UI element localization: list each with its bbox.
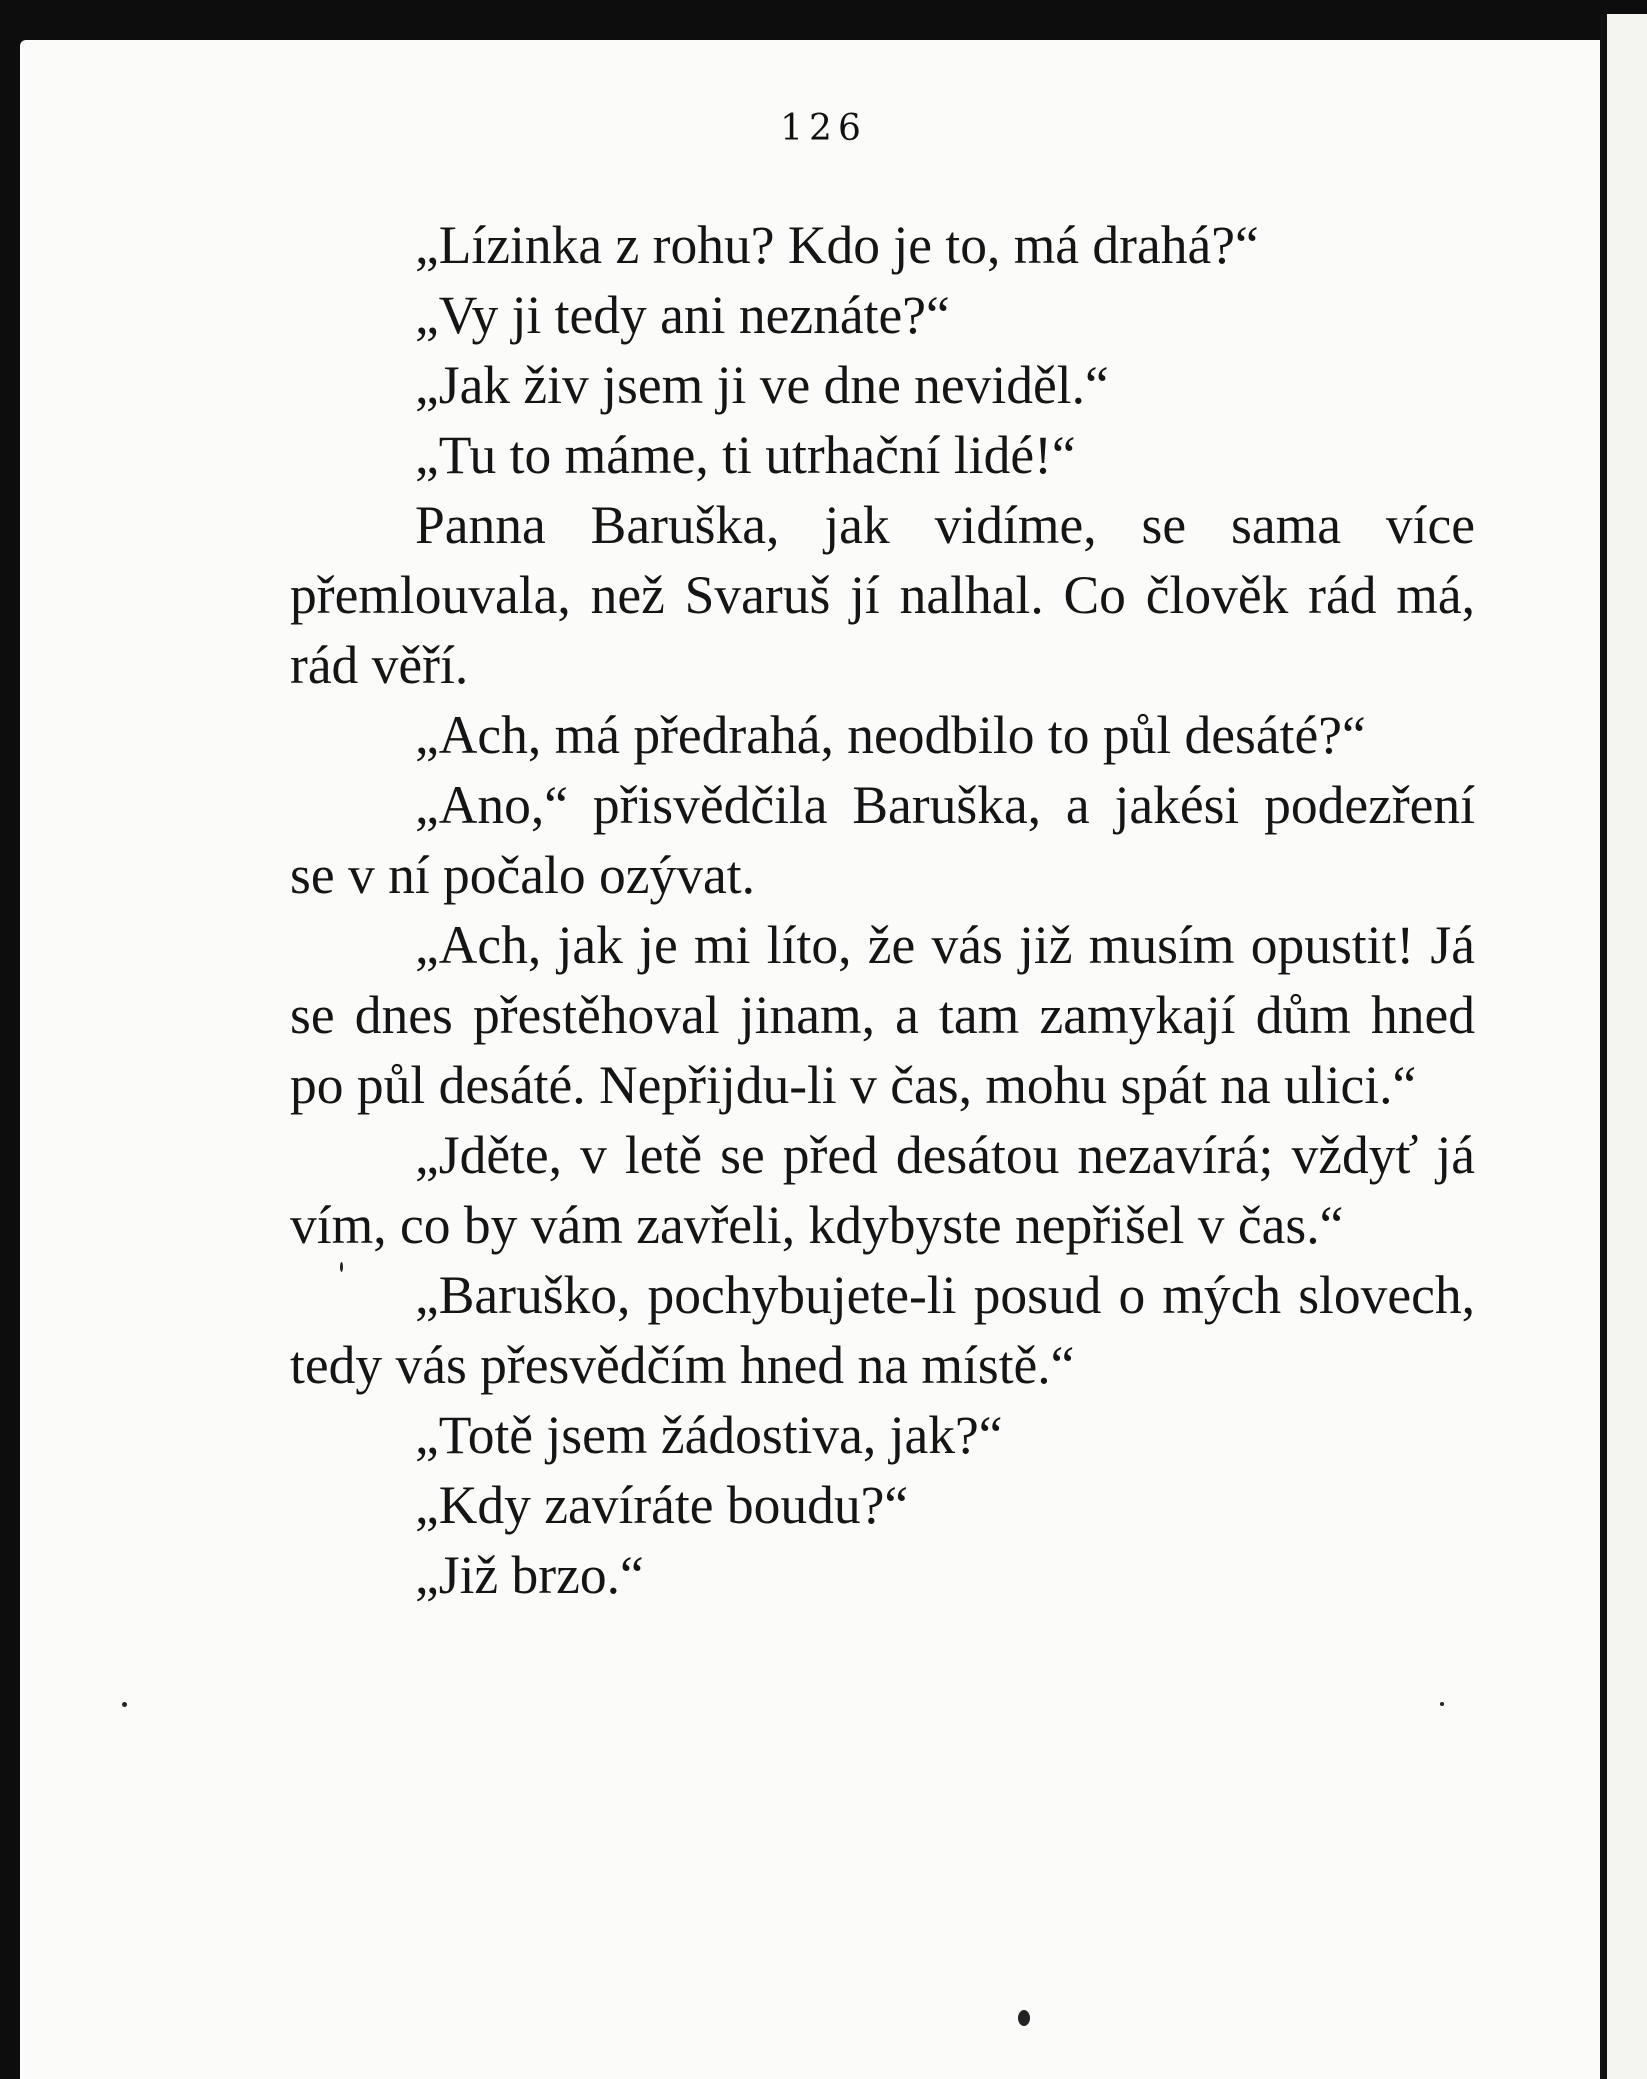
paragraph: „Totě jsem žádostiva, jak?“	[415, 1405, 1003, 1465]
ink-speck	[340, 1262, 343, 1272]
ink-speck	[1440, 1702, 1444, 1706]
ink-speck	[1018, 2010, 1030, 2026]
paragraph: „Vy ji tedy ani neznáte?“	[415, 285, 950, 345]
paragraph: „Ach, má předrahá, neodbilo to půl desáté?“	[415, 705, 1366, 765]
gutter-line	[1600, 14, 1607, 2079]
paragraph: „Kdy zavíráte boudu?“	[415, 1475, 909, 1535]
page-number: 126	[780, 108, 867, 149]
paragraph: „Ano,“ přisvědčila Baruška, a jakési podezření se v ní počalo ozývat.	[290, 775, 1475, 905]
paragraph: „Lízinka z rohu? Kdo je to, má drahá?“	[415, 215, 1259, 275]
paragraph: „Ach, jak je mi líto, že vás již musím opustit! Já se dnes přestěhoval jinam, a tam zamykají dům hned po půl desáté. Nepřijdu-li v čas, mohu spát na ulici.“	[290, 915, 1475, 1115]
paragraph: „Jděte, v letě se před desátou nezavírá; vždyť já vím, co by vám zavřeli, kdybyste nepřišel v čas.“	[290, 1125, 1475, 1255]
body-text	[290, 210, 1475, 1610]
paragraph: „Jak živ jsem ji ve dne neviděl.“	[415, 355, 1109, 415]
ink-speck	[122, 1702, 127, 1707]
paragraph: „Již brzo.“	[415, 1545, 644, 1605]
next-page-edge	[1607, 14, 1647, 2079]
paragraph: Panna Baruška, jak vidíme, se sama více přemlouvala, než Svaruš jí nalhal. Co člověk rád má, rád věří.	[290, 495, 1475, 695]
paragraph: „Baruško, pochybujete-li posud o mých slovech, tedy vás přesvědčím hned na místě.“	[290, 1265, 1475, 1395]
paragraph: „Tu to máme, ti utrhační lidé!“	[415, 425, 1076, 485]
